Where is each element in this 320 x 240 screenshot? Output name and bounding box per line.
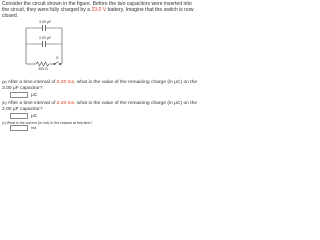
answer-b-unit: μC <box>31 113 38 119</box>
switch-label: S <box>56 56 59 60</box>
answer-c-input[interactable] <box>10 125 28 131</box>
answer-c-unit: mA <box>31 126 37 130</box>
switch-arm <box>55 62 60 65</box>
question-a-text-2: , what is the value of the remaining charge (in μC) on the 3.00 μF capacitor? <box>2 80 198 91</box>
question-c-text: What is the current (in mA) in the resistor at this time? <box>6 121 93 125</box>
problem-statement <box>2 1 198 20</box>
question-a-letter: (a) <box>2 80 7 84</box>
question-b-text-1: After a time interval of <box>7 101 57 106</box>
question-b <box>2 100 198 113</box>
circuit-diagram <box>18 20 70 74</box>
question-a-time: 2.20 ms <box>56 80 75 85</box>
cap1-label: 3.00 μF <box>39 20 52 24</box>
cap2-label: 2.00 μF <box>39 36 52 40</box>
question-b-text-2: , what is the value of the remaining charge (in μC) on the 2.00 μF capacitor? <box>2 101 198 112</box>
intro-text-2: battery. Imagine that the switch is now closed. <box>2 7 194 20</box>
battery-voltage: 23.0 V <box>91 7 107 14</box>
question-a <box>2 79 198 92</box>
question-b-time: 2.20 ms <box>56 101 75 106</box>
answer-a-unit: μC <box>31 92 38 98</box>
circuit-figure <box>18 20 70 74</box>
resistor-zigzag <box>36 62 49 66</box>
answer-b-input[interactable] <box>10 113 28 119</box>
answer-b-row <box>10 113 37 119</box>
question-a-text-1: After a time interval of <box>7 80 57 85</box>
answer-c-row <box>10 125 36 131</box>
answer-a-input[interactable] <box>10 92 28 98</box>
intro-text-1: Consider the circuit shown in the figure. Before the two capacitors were inserted into the circuit, they were fully charged by a <box>2 1 192 14</box>
question-b-letter: (b) <box>2 101 7 105</box>
answer-a-row <box>10 92 37 98</box>
resistor-label: 300 Ω <box>38 67 48 71</box>
question-c-letter: (c) <box>2 121 6 125</box>
